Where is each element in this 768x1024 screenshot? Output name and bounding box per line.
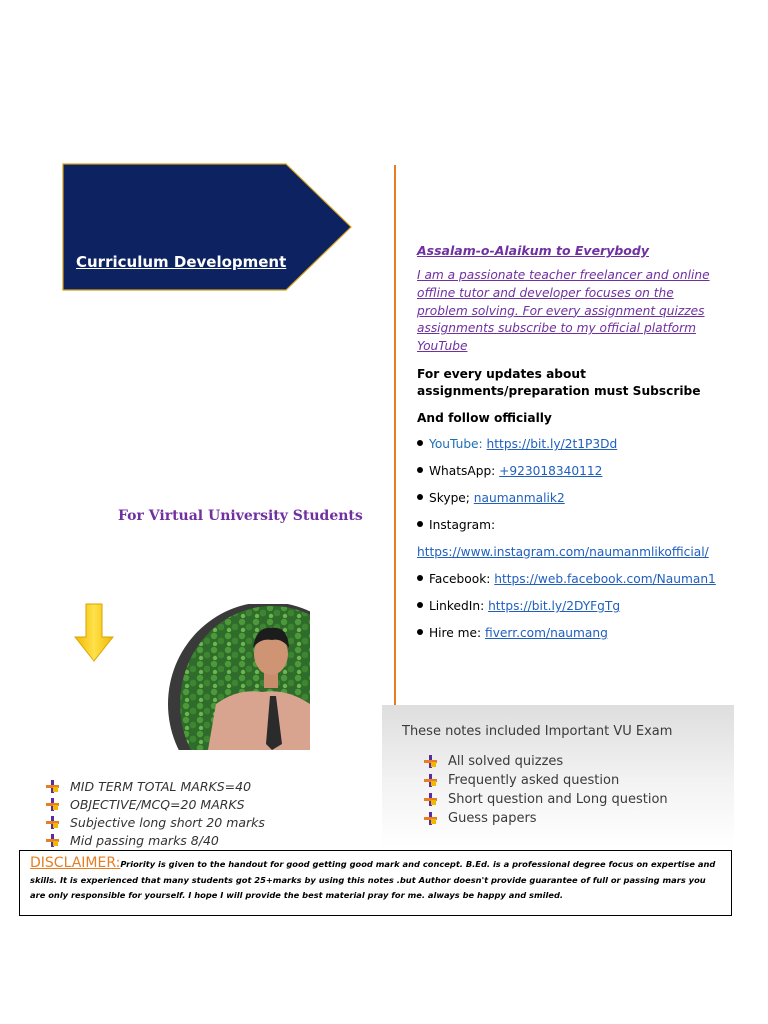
contact-label: Instagram: <box>429 517 496 532</box>
contact-hire <box>417 625 737 641</box>
exam-marks-list <box>46 777 265 849</box>
list-item <box>424 752 668 771</box>
exam-mark-text: Mid passing marks 8/40 <box>70 832 219 848</box>
down-arrow-icon <box>74 603 114 668</box>
contact-label: Skype; <box>429 490 474 505</box>
linkedin-link[interactable]: https://bit.ly/2DYFgTg <box>488 598 621 613</box>
intro-column <box>417 243 737 641</box>
bullet-cross-icon <box>424 793 437 806</box>
instagram-link[interactable]: https://www.instagram.com/naumanmlikofficial/ <box>417 544 709 559</box>
disclaimer-box <box>19 850 732 916</box>
bullet-dot-icon <box>417 440 423 446</box>
exam-mark-text: Subjective long short 20 marks <box>70 814 265 830</box>
contact-youtube <box>417 436 737 452</box>
bullet-cross-icon <box>424 812 437 825</box>
contact-linkedin <box>417 598 737 614</box>
bullet-cross-icon <box>424 755 437 768</box>
youtube-link[interactable]: https://bit.ly/2t1P3Dd <box>486 436 618 451</box>
bullet-cross-icon <box>46 834 59 847</box>
list-item <box>46 831 265 849</box>
title-banner <box>62 163 352 291</box>
contact-label: Hire me: <box>429 625 486 640</box>
updates-text: For every updates about assignments/preparation must Subscribe <box>417 366 701 399</box>
exam-mark-text: OBJECTIVE/MCQ=20 MARKS <box>70 796 245 812</box>
bullet-dot-icon <box>417 467 423 473</box>
profile-photo <box>168 604 310 750</box>
list-item <box>424 790 668 809</box>
exam-mark-text: MID TERM TOTAL MARKS=40 <box>70 778 252 794</box>
disclaimer-text: Priority is given to the handout for good getting good mark and concept. B.Ed. is a professional degree focus on expertise and skills. It is experienced that many students got 25+marks by using this notes .but Author doesn't provide guarantee of full or passing mars you are only responsible for yourself. I hope I will provide the best material pray for me. always be happy and smiled. <box>30 859 716 900</box>
contact-instagram-url <box>417 544 737 560</box>
facebook-link[interactable]: https://web.facebook.com/Nauman1 <box>494 571 716 586</box>
list-item <box>46 777 265 795</box>
notes-item-text: Guess papers <box>448 811 537 826</box>
notes-title: These notes included Important VU Exam <box>402 724 673 739</box>
bullet-dot-icon <box>417 494 423 500</box>
whatsapp-link[interactable]: +923018340112 <box>499 463 603 478</box>
contact-label: LinkedIn: <box>429 598 489 613</box>
bullet-cross-icon <box>46 798 59 811</box>
column-divider <box>394 165 396 705</box>
list-item <box>46 813 265 831</box>
notes-item-text: Short question and Long question <box>448 792 668 807</box>
bullet-dot-icon <box>417 521 423 527</box>
audience-heading: For Virtual University Students <box>118 508 363 524</box>
banner-title: Curriculum Development <box>76 253 287 271</box>
follow-text: And follow officially <box>417 410 552 425</box>
list-item <box>46 795 265 813</box>
contact-label: WhatsApp: <box>429 463 500 478</box>
bullet-dot-icon <box>417 575 423 581</box>
about-text: I am a passionate teacher freelancer and online offline tutor and developer focuses on the problem solving. For every assignment quizzes assignments subscribe to my official platform YouTube <box>417 268 710 354</box>
bullet-cross-icon <box>46 816 59 829</box>
fiverr-link[interactable]: fiverr.com/naumang <box>485 625 608 640</box>
contact-facebook <box>417 571 737 587</box>
bullet-dot-icon <box>417 629 423 635</box>
banner-shape <box>62 163 354 293</box>
list-item <box>424 771 668 790</box>
bullet-cross-icon <box>424 774 437 787</box>
notes-item-text: Frequently asked question <box>448 773 620 788</box>
contact-label: Facebook: <box>429 571 495 586</box>
contact-label: YouTube: <box>429 436 487 451</box>
bullet-cross-icon <box>46 780 59 793</box>
skype-link[interactable]: naumanmalik2 <box>473 490 565 505</box>
notes-list <box>424 752 668 828</box>
greeting: Assalam-o-Alaikum to Everybody <box>417 243 649 258</box>
notes-item-text: All solved quizzes <box>448 754 564 769</box>
notes-box <box>382 705 734 848</box>
disclaimer-label: DISCLAIMER: <box>30 855 121 871</box>
contact-whatsapp <box>417 463 737 479</box>
contact-skype <box>417 490 737 506</box>
bullet-dot-icon <box>417 602 423 608</box>
contact-instagram <box>417 517 737 533</box>
list-item <box>424 809 668 828</box>
